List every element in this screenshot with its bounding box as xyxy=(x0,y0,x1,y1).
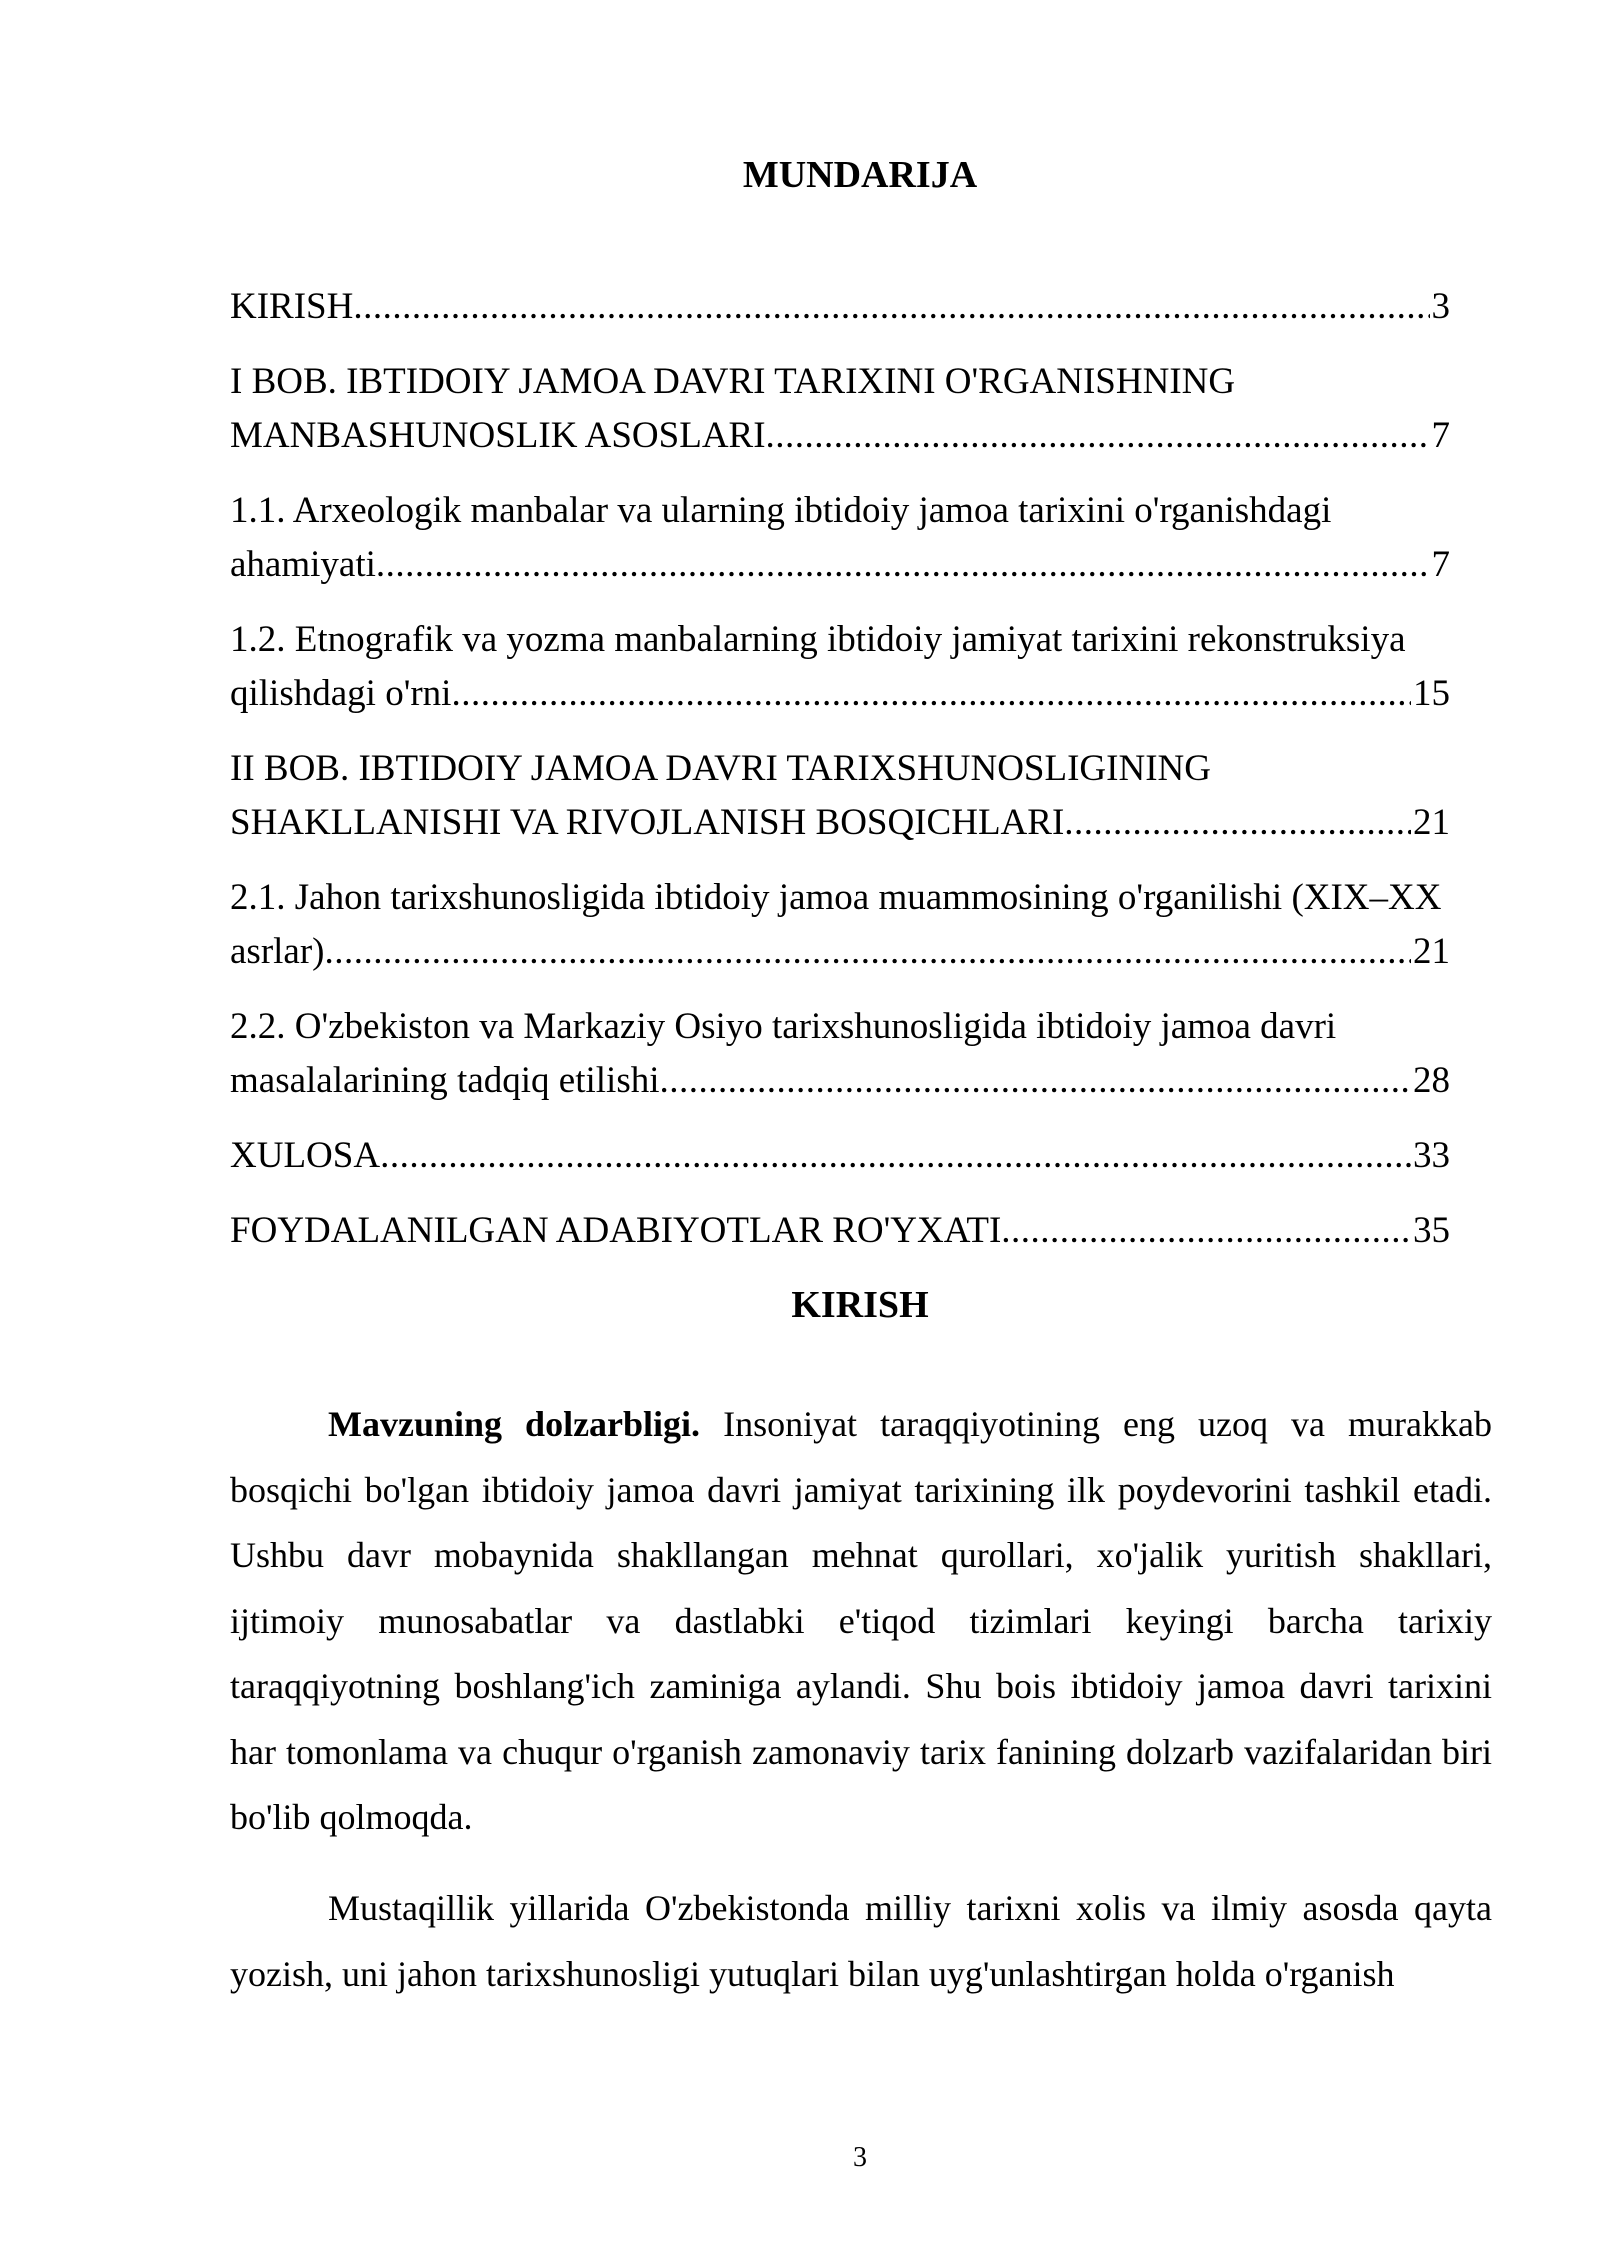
table-of-contents xyxy=(230,280,1450,1279)
toc-leader-dots xyxy=(1001,1204,1411,1258)
toc-entry-label: XULOSA xyxy=(230,1135,381,1176)
toc-page-number: 21 xyxy=(1413,931,1450,972)
paragraph-lead: Mavzuning dolzarbligi. xyxy=(328,1404,701,1444)
toc-entry-line: I BOB. IBTIDOIY JAMOA DAVRI TARIXINI O'RGANISHNING xyxy=(230,361,1236,402)
toc-entry-references[interactable] xyxy=(230,1204,1450,1258)
toc-entry-chapter-2[interactable] xyxy=(230,742,1450,850)
toc-entry-label: FOYDALANILGAN ADABIYOTLAR RO'YXATI xyxy=(230,1210,1002,1251)
toc-leader-dots xyxy=(766,409,1430,463)
toc-leader-dots xyxy=(660,1054,1411,1108)
toc-page-number: 15 xyxy=(1413,673,1450,714)
toc-title: MUNDARIJA xyxy=(742,154,978,196)
toc-entry-label: MANBASHUNOSLIK ASOSLARI xyxy=(230,415,766,456)
toc-entry-line: II BOB. IBTIDOIY JAMOA DAVRI TARIXSHUNOSLIGINING xyxy=(230,748,1211,789)
page-number: 3 xyxy=(853,2142,867,2173)
toc-entry-section-2-1[interactable] xyxy=(230,871,1450,979)
toc-entry-label: asrlar) xyxy=(230,931,325,972)
toc-entry-section-1-2[interactable] xyxy=(230,613,1450,721)
toc-leader-dots xyxy=(353,280,1429,334)
paragraph-text: Mustaqillik yillarida O'zbekistonda milliy tarixni xolis va ilmiy asosda qayta yozish, uni jahon tarixshunosligi yutuqlari bilan uyg'unlashtirgan holda o'rganish xyxy=(230,1888,1492,1994)
toc-page-number: 35 xyxy=(1413,1210,1450,1251)
toc-leader-dots xyxy=(451,667,1411,721)
toc-entry-chapter-1[interactable] xyxy=(230,355,1450,463)
body-paragraph-2 xyxy=(230,1876,1492,2007)
toc-entry-xulosa[interactable] xyxy=(230,1129,1450,1183)
toc-entry-line: 2.1. Jahon tarixshunosligida ibtidoiy jamoa muammosining o'rganilishi (XIX–XX xyxy=(230,877,1442,918)
toc-page-number: 21 xyxy=(1413,802,1450,843)
toc-leader-dots xyxy=(376,538,1430,592)
section-title: KIRISH xyxy=(791,1284,929,1326)
toc-entry-section-2-2[interactable] xyxy=(230,1000,1450,1108)
toc-entry-label: qilishdagi o'rni xyxy=(230,673,452,714)
toc-leader-dots xyxy=(1064,796,1411,850)
paragraph-text: Insoniyat taraqqiyotining eng uzoq va murakkab bosqichi bo'lgan ibtidoiy jamoa davri jamiyat tarixining ilk poydevorini tashkil etadi. Ushbu davr mobaynida shakllangan mehnat qurollari, xo'jalik yuritish shakllari, ijtimoiy munosabatlar va dastlabki e'tiqod tizimlari keyingi barcha tarixiy taraqqiyotning boshlang'ich zaminiga aylandi. Shu bois ibtidoiy jamoa davri tarixini har tomonlama va chuqur o'rganish zamonaviy tarix fanining dolzarb vazifalaridan biri bo'lib qolmoqda. xyxy=(230,1404,1493,1837)
toc-leader-dots xyxy=(325,925,1412,979)
body-paragraph-1 xyxy=(230,1392,1492,1851)
toc-page-number: 7 xyxy=(1431,415,1450,456)
toc-entry-label: KIRISH xyxy=(230,286,354,327)
toc-page-number: 28 xyxy=(1413,1060,1450,1101)
toc-entry-line: 1.2. Etnografik va yozma manbalarning ibtidoiy jamiyat tarixini rekonstruksiya xyxy=(230,619,1406,660)
toc-entry-line: 2.2. O'zbekiston va Markaziy Osiyo tarixshunosligida ibtidoiy jamoa davri xyxy=(230,1006,1337,1047)
toc-page-number: 3 xyxy=(1431,286,1450,327)
toc-page-number: 7 xyxy=(1431,544,1450,585)
toc-entry-label: SHAKLLANISHI VA RIVOJLANISH BOSQICHLARI xyxy=(230,802,1065,843)
toc-leader-dots xyxy=(380,1129,1411,1183)
toc-page-number: 33 xyxy=(1413,1135,1450,1176)
toc-entry-label: ahamiyati xyxy=(230,544,376,585)
toc-entry-line: 1.1. Arxeologik manbalar va ularning ibtidoiy jamoa tarixini o'rganishdagi xyxy=(230,490,1332,531)
toc-entry-kirish[interactable] xyxy=(230,280,1450,334)
toc-entry-label: masalalarining tadqiq etilishi xyxy=(230,1060,660,1101)
toc-entry-section-1-1[interactable] xyxy=(230,484,1450,592)
